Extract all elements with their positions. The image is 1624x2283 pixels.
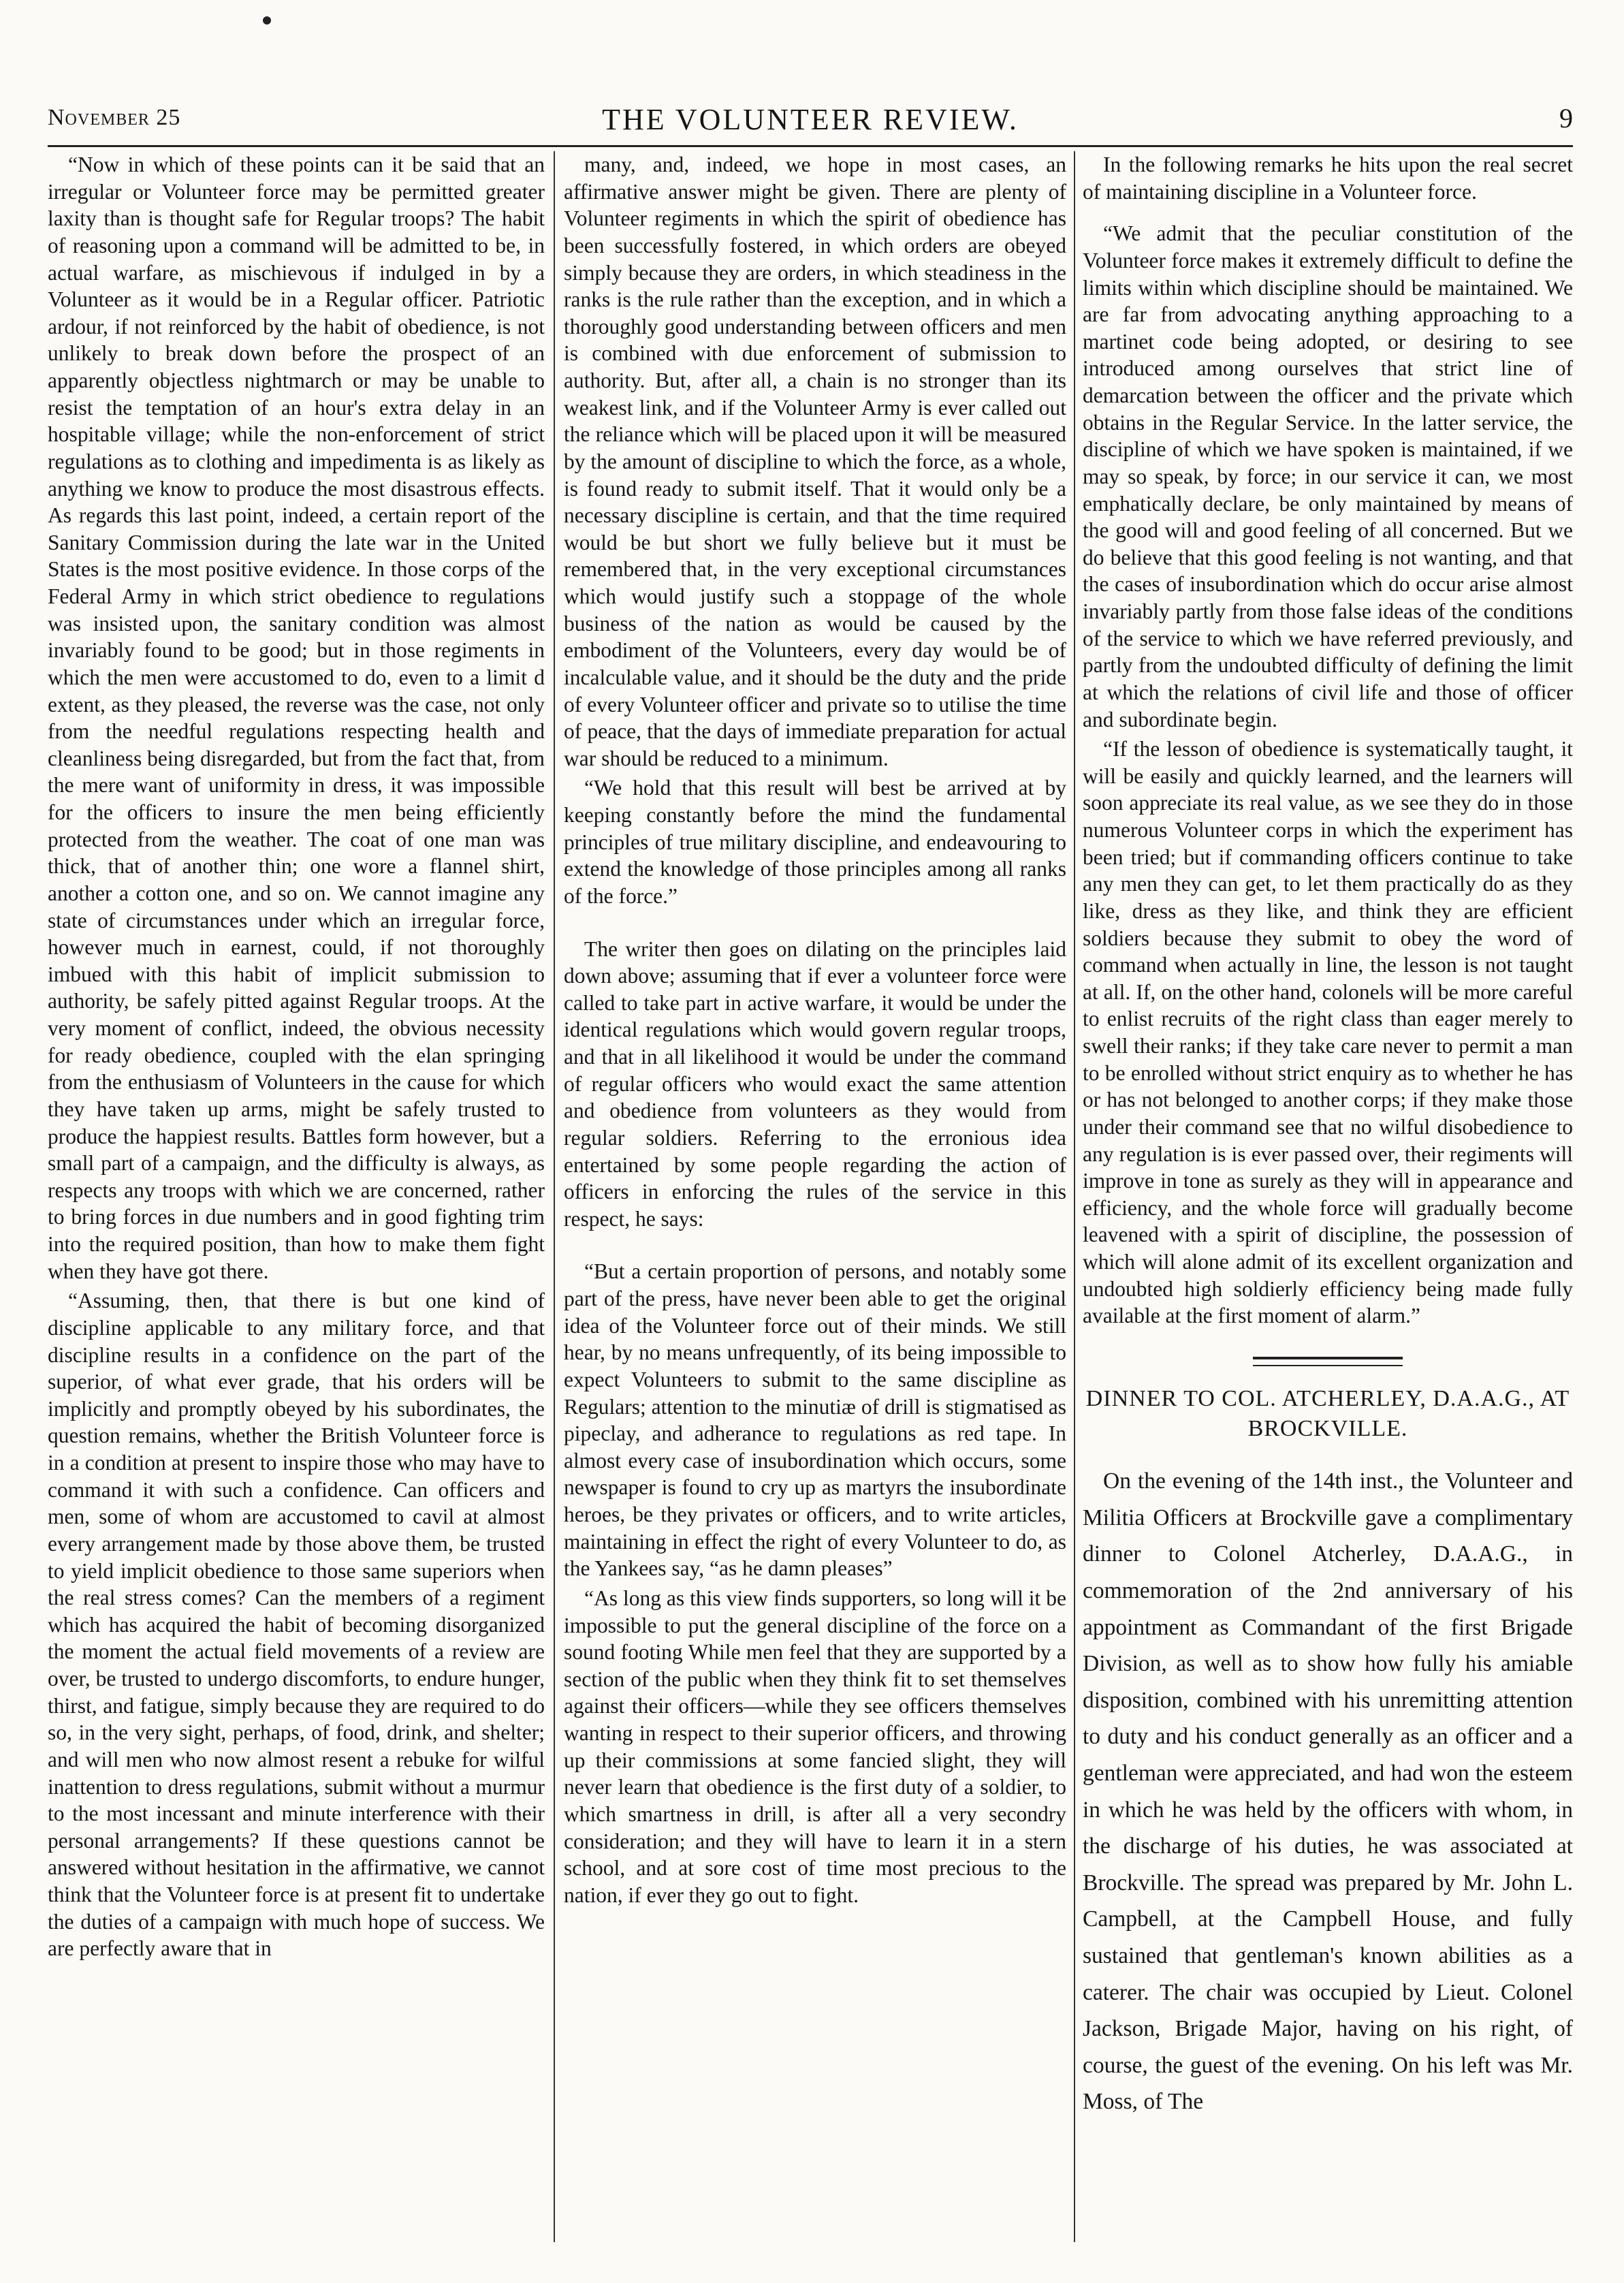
- ink-dot: [263, 16, 271, 25]
- issue-date: November 25: [48, 105, 181, 130]
- header-rule: [48, 145, 1573, 147]
- paragraph: “But a certain proportion of persons, and notably some part of the press, have never been able to get the original idea of the Volunteer force out of their minds. We still hear, by no means unfrequently, of its being impossible to expect Volunteers to submit to the same discipline as Regulars; attention to the minutiæ of drill is stigmatised as pipeclay, and adherance to regulations as red tape. In almost every case of insubordination which occurs, some newspaper is found to cry up as martyrs the insubordinate heroes, be they privates or officers, and to write articles, maintaining in effect the right of every Volunteer to do, as the Yankees say, “as he damn pleases”: [564, 1259, 1066, 1581]
- column-1: [48, 151, 545, 2235]
- page-header: [48, 102, 1573, 143]
- page-number: 9: [1559, 103, 1573, 133]
- paragraph: On the evening of the 14th inst., the Volunteer and Militia Officers at Brockville gave a complimentary dinner to Colonel Atcherley, D.A.A.G., in commemoration of the 2nd anniversary of his appointment as Commandant of the first Brigade Division, as well as to show how fully his amiable disposition, combined with his unremitting attention to duty and his conduct generally as an officer and a gentleman were appreciated, and had won the esteem in which he was held by the officers with whom, in the discharge of his duties, he was associated at Brockville. The spread was prepared by Mr. John L. Campbell, at the Campbell House, and fully sustained that gentleman's known abilities as a caterer. The chair was occupied by Lieut. Colonel Jackson, Brigade Major, having on his right, of course, the guest of the evening. On his left was Mr. Moss, of The: [1083, 1468, 1573, 2115]
- paragraph: “We hold that this result will best be arrived at by keeping constantly before the mind the fundamental principles of true military discipline, and endeavouring to extend the knowledge of those principles among all ranks of the force.”: [564, 776, 1066, 908]
- paragraph: “If the lesson of obedience is systematically taught, it will be easily and quickly learned, and the learners will soon appreciate its real value, as we see they do in those numerous Volunteer corps in which the experiment has been tried; but if commanding officers continue to take any men they can get, to let them practically do as they like, dress as they like, and think they are efficient soldiers because they submit to obey the word of command when actually in line, the lesson is not taught at all. If, on the other hand, colonels will be more careful to enlist recruits of the right class than eager merely to swell their ranks; if they take care never to permit a man to be enrolled without strict enquiry as to whether he has or has not belonged to another corps; if they make those under their command see that no wilful disobedience to any regulation is is ever passed over, their regiments will improve in tone as surely as they will in appearance and efficiency, and the whole force will gradually become leavened with a spirit of discipline, the possession of which will alone admit of its excellent organization and undoubted high soldierly efficiency being made fully available at the first moment of alarm.”: [1083, 737, 1573, 1328]
- newspaper-title: THE VOLUNTEER REVIEW.: [602, 103, 1019, 136]
- column-divider: [1074, 151, 1075, 2242]
- column-divider: [554, 151, 555, 2242]
- paragraph: The writer then goes on dilating on the principles laid down above; assuming that if ever a volunteer force were called to take part in active warfare, it would be under the identical regulations which would govern regular troops, and that in all likelihood it would be under the command of regular officers who would exact the same attention and obedience from volunteers as they would from regular soldiers. Referring to the erronious idea entertained by some people regarding the action of officers in enforcing the rules of the service in this respect, he says:: [564, 936, 1066, 1231]
- paragraph: “As long as this view finds supporters, so long will it be impossible to put the general discipline of the force on a sound footing While men feel that they are supported by a section of the public when they think fit to set themselves against their officers—while they see officers themselves wanting in respect to their superior officers, and throwing up their commissions at some fancied slight, they will never learn that obedience is the first duty of a soldier, to which smartness in drill, is after all a very secondry consideration; and they will have to learn it in a stern school, and at sore cost of time most precious to the nation, if ever they go out to fight.: [564, 1586, 1066, 1907]
- paragraph: In the following remarks he hits upon the real secret of maintaining discipline in a Volunteer force.: [1083, 153, 1573, 204]
- section-separator: [1253, 1357, 1403, 1366]
- column-2: [564, 151, 1066, 2235]
- column-3: [1083, 151, 1573, 2235]
- paragraph: “Assuming, then, that there is but one kind of discipline applicable to any military force, and that discipline results in a confidence on the part of the superior, of what ever grade, that his orders will be implicitly and promptly obeyed by his subordinates, the question remains, whether the British Volunteer force is in a condition at present to inspire those who may have to command it with such a confidence. Can officers and men, some of whom are accustomed to cavil at almost every arrangement made by those above them, be trusted to yield implicit obedience to those same superiors when the real stress comes? Can the members of a regiment which has acquired the habit of becoming disorganized the moment the actual field movements of a review are over, be trusted to undergo discomforts, to endure hunger, thirst, and fatigue, simply because they are required to do so, in the very sight, perhaps, of food, drink, and shelter; and will men who now almost resent a rebuke for wilful inattention to dress regulations, submit without a murmur to the most incessant and minute interference with their personal arrangements? If these questions cannot be answered without hesitation in the affirmative, we cannot think that the Volunteer force is at present fit to undertake the duties of a campaign with much hope of success. We are perfectly aware that in: [48, 1289, 545, 1961]
- paragraph: “Now in which of these points can it be said that an irregular or Volunteer force may be permitted greater laxity than is thought safe for Regular troops? The habit of reasoning upon a command will be admitted to be, in actual warfare, as mischievous if indulged in by a Volunteer as it would be in a Regular officer. Patriotic ardour, if not reinforced by the habit of obedience, is not unlikely to break down before the prospect of an apparently objectless nightmarch or may be unable to resist the temptation of an hour's extra delay in an hospitable village; while the non-enforcement of strict regulations as to clothing and impedimenta is as likely as anything we know to produce the most disastrous effects. As regards this last point, indeed, a certain report of the Sanitary Commission during the late war in the United States is the most positive evidence. In those corps of the Federal Army in which strict obedience to regulations was insisted upon, the sanitary condition was almost invariably found to be good; but in those regiments in which the men were accustomed to do, even to a limit d extent, as they pleased, the reverse was the case, not only from the needful regulations respecting health and cleanliness being disregarded, but from the fact that, from the mere want of uniformity in dress, it was impossible for the officers to insure the men being efficiently protected from the weather. The coat of one man was thick, that of another thin; one wore a flannel shirt, another a cotton one, and so on. We cannot imagine any state of circumstances under which an irregular force, however much in earnest, could, if not thoroughly imbued with this habit of implicit submission to authority, be safely pitted against Regular troops. At the very moment of conflict, indeed, the obvious necessity for ready obedience, coupled with the elan springing from the enthusiasm of Volunteers in the cause for which they have taken up arms, might be safely trusted to produce the happiest results. Battles form however, but a small part of a campaign, and the difficulty is always, as respects any troops with which we are concerned, rather to bring forces in due numbers and in good fighting trim into the required position, than how to make them fight when they have got there.: [48, 153, 545, 1283]
- paragraph: “We admit that the peculiar constitution of the Volunteer force makes it extremely difficult to define the limits within which discipline should be maintained. We are far from advocating anything approaching to a martinet code being adopted, or desiring to see introduced among ourselves that strict line of demarcation between the officer and the private which obtains in the Regular Service. In the latter service, the discipline of which we have spoken is maintained, if we may so speak, by force; in our service it can, we most emphatically declare, be only maintained by means of the good will and good feeling of all concerned. But we do believe that this good feeling is not wanting, and that the cases of insubordination which do occur arise almost invariably partly from those false ideas of the conditions of the service to which we have referred previously, and partly from the undoubted difficulty of defining the limit at which the relations of civil life and those of officer and subordinate begin.: [1083, 221, 1573, 731]
- paragraph: many, and, indeed, we hope in most cases, an affirmative answer might be given. There are plenty of Volunteer regiments in which the spirit of obedience has been successfully fostered, in which orders are obeyed simply because they are orders, in which steadiness in the ranks is the rule rather than the exception, and in which a thoroughly good understanding between officers and men is combined with due enforcement of submission to authority. But, after all, a chain is no stronger than its weakest link, and if the Volunteer Army is ever called out the reliance which will be placed upon it will be measured by the amount of discipline to which the force, as a whole, is found ready to submit itself. That it would only be a necessary discipline is certain, and that the time required would be but short we fully believe but it must be remembered that, in the very exceptional circumstances which would justify such a stoppage of the whole business of the nation as would be caused by the embodiment of the Volunteers, every day would be of incalculable value, and it should be the duty and the pride of every Volunteer officer and private so to utilise the time of peace, that the days of immediate preparation for actual war should be reduced to a minimum.: [564, 153, 1066, 770]
- article-headline: DINNER TO COL. ATCHERLEY, D.A.A.G., AT BROCKVILLE.: [1085, 1385, 1570, 1442]
